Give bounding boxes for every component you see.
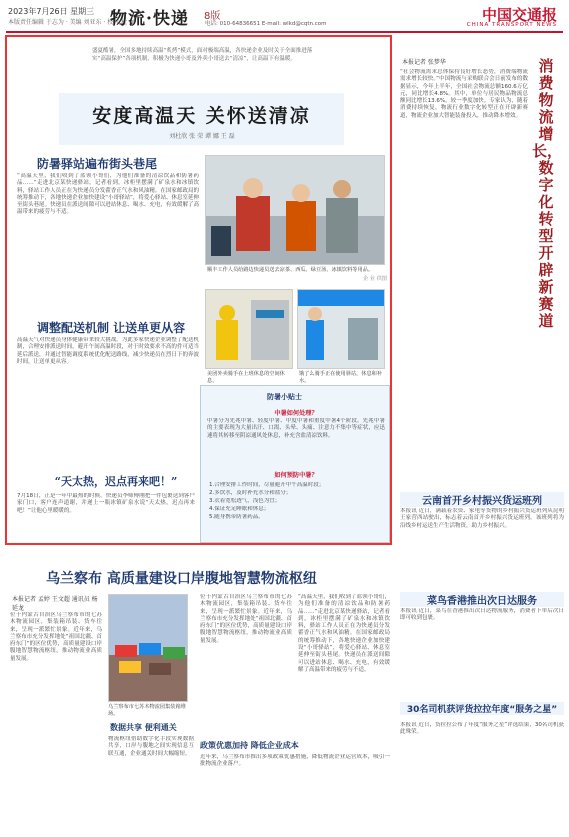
bottom-subhead-1: 数据共享 便利通关 [110,723,177,732]
knowledge-box [200,385,390,543]
pull-quote: “天太热，迟点再来吧！” [54,475,178,488]
knowledge-title: 防暑小贴士 [267,393,302,401]
right-body: “社会物流需求总体保持良好增长态势，消费端物流需求增长较快。”中国物流与采购联合会日前发布的数据显示，今年上半年，全国社会物流总额160.6万亿元，同比增长4.8%。其中，单位与居民物品物流总额同比增长13.6%，较一季度加快。专家认为，随着消费持续恢复，物流行业数字化转型正在开辟新赛道，物流企业加大智能装备投入，推动降本增效。 [400,69,528,119]
right-subhead-2: 菜鸟香港推出次日达服务 [400,592,564,607]
right-kicker: 本报记者 张梦华 [402,59,446,66]
bottom-body: 位于内蒙古自治区乌兰察布市的七苏木物流园区，集装箱吊装、货车往来，呈现一派繁忙景象。近年来，乌兰察布市充分发挥地处“祖国北疆、首府东门”的区位优势，高质量建设口岸腹地智慧物流枢纽，推动物流业高质量发展。 [10,612,102,662]
photo-eleme-station [297,289,385,369]
photo1-credit: 企 业 供图 [362,276,387,282]
station-photo-illustration [298,290,385,369]
tip-item: 1.合理安排工作时间，尽量避开中午高温时段； [209,482,325,488]
bottom-photo-caption: 乌兰察布市七苏木物流园集装箱堆场。 [108,704,186,717]
right-subbody-1: 本报讯 近日，满载着农资、家电等货物的乡村振兴货运班列从昆明王家营西站驶出，标志着云南首开乡村振兴货运班列。该班列将为沿线乡村运送生产生活物资，助力乡村振兴。 [400,508,564,529]
photo-courier-station [205,155,385,265]
newspaper-logo: 中国交通报 [481,6,557,24]
editor-credits: 本版责任编辑 于志为 · 美编 刘亚东 · 校对 杜 龙 [8,19,136,26]
bottom-body-col4: “高温天里，我们收到了蓝领小哥们，为他们准备的清凉饮品和防暑药品……”走进北京某快递驿站，记者看到，冰柜里摆满了矿泉水和冰镇饮料，驿站工作人员正在为快递员分发藿香正气水和风油精。在国家邮政局的统筹推动下，各地快递企业加快建设“小哥驿站”，将爱心驿站、休息室延伸至街头巷尾。快递员在派送间隙可以进站休息、喝水、充电，有效缓解了高温带来的疲劳与不适。 [298,594,390,673]
newspaper-logo-en: CHINA TRANSPORT NEWS [466,22,557,28]
masthead-divider [6,31,563,33]
tip-item: 5.随身携带防暑药品。 [209,514,264,520]
bottom-body-col3: 位于内蒙古自治区乌兰察布市的七苏木物流园区，集装箱吊装、货车往来，呈现一派繁忙景象。近年来，乌兰察布市充分发挥地处“祖国北疆、首府东门”的区位优势，高质量建设口岸腹地智慧物流枢纽，推动物流业高质量发展。 [200,594,292,644]
tip-item: 2.多饮水，及时补充水分和盐分； [209,490,292,496]
contact-line: 电话: 010-64836651 E-mail: wlkd@cqtn.com [205,21,327,27]
featured-article[interactable] [5,35,392,545]
bottom-body-3: 近年来，乌兰察布市推出多项政策优惠措施，降低物流企业运营成本，吸引一批物流企业落户。 [200,754,390,768]
knowledge-a1: 中暑分为先兆中暑、轻度中暑、中度中暑和重度中暑4个阶段。先兆中暑的主要表现为大量出汗、口渴、头晕、头痛、注意力不集中等症状，应迅速将其转移至阴凉通风处休息，补充含盐清凉饮料。 [207,418,385,439]
photo-logistics-yard [108,594,188,702]
section-heading-2: 调整配送机制 让送单更从容 [37,321,186,335]
bottom-kicker: 本报记者 孟婷 王文超 通讯员 杨延龙 [12,596,98,612]
right-subhead-1: 云南首开乡村振兴货运班列 [400,492,564,507]
courier-photo-illustration [206,156,385,265]
bottom-body-2: 物流枢纽借助数字化手段实现数据共享，口岸与腹地之间实现信息互联互通，企业通关时间大幅缩短。 [108,736,194,757]
section-title: 物流·快递 [110,9,189,29]
tip-item: 4.保证充足睡眠和休息； [209,506,270,512]
quote-body: 7月18日，正是一年中最热的时候。快递员李师傅刚把一件包裹送到客户家门口，客户连声道谢，并递上一瓶冰镇矿泉水说“天太热，迟点再来吧！”让他心里暖暖的。 [17,493,195,514]
section-heading-1: 防暑驿站遍布街头巷尾 [37,157,158,171]
right-subbody-3: 本报讯 近日，货拉拉公布了年度“服务之星”评选结果，30名司机获此殊荣。 [400,722,564,736]
bottom-subhead-2: 政策优惠加持 降低企业成本 [200,741,299,750]
page-number: 8版 [204,11,221,22]
knowledge-q2: 如何预防中暑？ [274,472,318,479]
photo-meituan-rider [205,289,293,369]
photo2-caption: 美团外卖骑手在上班休息的空间休息。 [207,371,285,384]
article-byline: 刘杜欣 张 荣 谭 娜 王 磊 [169,133,235,140]
masthead [0,0,569,30]
bottom-headline: 乌兰察布 高质量建设口岸腹地智慧物流枢纽 [46,571,317,587]
knowledge-q1: 中暑如何处理？ [274,410,318,417]
article-headline: 安度高温天 关怀送清凉 [92,105,311,127]
rider-photo-illustration [206,290,293,369]
issue-date: 2023年7月26日 星期三 [8,7,95,16]
section-body-1: “高温天里，我们收到了蓝领小哥们，为他们准备的清凉饮品和防暑药品……”走进北京某快递驿站，记者看到，冰柜里摆满了矿泉水和冰镇饮料，驿站工作人员正在为快递员分发藿香正气水和风油精。在国家邮政局的统筹推动下，各地快递企业加快建设“小哥驿站”，将爱心驿站、休息室延伸至街头巷尾。快递员在派送间隙可以进站休息、喝水、充电，有效缓解了高温带来的疲劳与不适。 [17,173,199,216]
right-subhead-3: 30名司机获评货拉拉年度“服务之星” [400,702,564,715]
article-intro: 盛夏酷暑，全国多地持续高温“炙烤”模式，面对极端高温，各快递企业及时关于全面推进落实“高温保护”各项机制，积极为快递小哥及外卖小哥送去“清凉”，让高温下有温暖。 [92,48,313,62]
right-subbody-2: 本报讯 近日，菜鸟在香港推出次日达物流服务，消费者下单后次日即可收到包裹。 [400,608,564,622]
tip-item: 3.衣着宽松透气，浅色为宜； [209,498,281,504]
photo3-caption: 饿了么骑手正在使用驿站，休息和补水。 [299,371,383,384]
yard-photo-illustration [109,595,188,702]
section-body-2: 高温天气对快递员身体健康带来较大挑战。为此多家快递企业调整了配送机制，合理安排派送时间，避开午间高温时段，对于时效要求不高的件可适当延后派送，并通过智能调度系统优化配送路线，减少快递员在烈日下的奔波时间，让送单更从容。 [17,337,199,365]
right-vertical-headline: 消费物流增长，数字化转型开辟新赛道 [532,57,563,330]
photo1-caption: 顺丰工作人员给路边快递员送去凉茶、西瓜、绿豆汤、冰镇饮料等用品。 [207,267,374,273]
